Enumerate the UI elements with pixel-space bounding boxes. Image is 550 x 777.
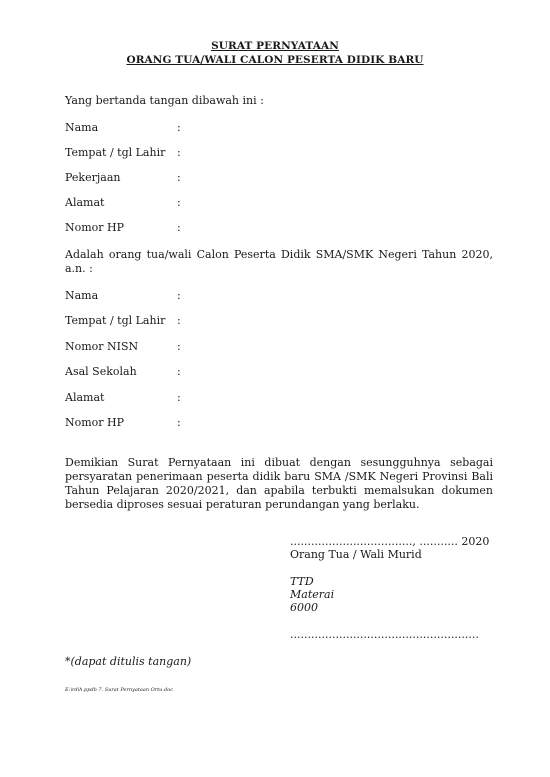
signature-ttd: TTD <box>290 575 314 588</box>
parent-birth-colon: : <box>177 146 181 159</box>
document-subtitle: ORANG TUA/WALI CALON PESERTA DIDIK BARU <box>126 54 424 66</box>
signature-name-line: ...................................................... <box>290 628 479 641</box>
parent-job-label: Pekerjaan <box>65 171 121 184</box>
signature-materai: Materai <box>290 588 335 601</box>
closing-paragraph: Demikian Surat Pernyataan ini dibuat dengan sesungguhnya sebagai persyaratan penerimaan peserta didik baru SMA /SMK Negeri Provinsi Bali Tahun Pelajaran 2020/2021, dan apabila terbukti memalsukan dokumen bersedia diproses sesuai peraturan perundangan yang berlaku. <box>65 456 493 511</box>
student-address-label: Alamat <box>65 391 105 404</box>
intro-text: Yang bertanda tangan dibawah ini : <box>65 94 264 107</box>
student-birth-colon: : <box>177 314 181 327</box>
signature-date-line: ..................................., ........... 2020 <box>290 535 490 548</box>
parent-phone-colon: : <box>177 221 181 234</box>
student-intro-paragraph: Adalah orang tua/wali Calon Peserta Didik SMA/SMK Negeri Tahun 2020, a.n. : <box>65 248 493 275</box>
document-title: SURAT PERNYATAAN <box>211 40 339 52</box>
student-name-label: Nama <box>65 289 99 302</box>
student-address-colon: : <box>177 391 181 404</box>
parent-address-label: Alamat <box>65 196 105 209</box>
student-name-colon: : <box>177 289 181 302</box>
handwritten-note: *(dapat ditulis tangan) <box>65 655 192 668</box>
signature-role: Orang Tua / Wali Murid <box>290 548 422 561</box>
parent-job-colon: : <box>177 171 181 184</box>
file-path-footer: E:\rdih.ppdb 7. Surat Pernyataan Ortu.doc <box>65 687 174 693</box>
parent-address-colon: : <box>177 196 181 209</box>
student-school-colon: : <box>177 365 181 378</box>
student-nisn-label: Nomor NISN <box>65 340 139 353</box>
parent-name-label: Nama <box>65 121 99 134</box>
parent-birth-label: Tempat / tgl Lahir <box>65 146 166 159</box>
student-nisn-colon: : <box>177 340 181 353</box>
signature-amount: 6000 <box>290 601 318 614</box>
student-phone-colon: : <box>177 416 181 429</box>
student-school-label: Asal Sekolah <box>65 365 137 378</box>
parent-name-colon: : <box>177 121 181 134</box>
student-phone-label: Nomor HP <box>65 416 125 429</box>
parent-phone-label: Nomor HP <box>65 221 125 234</box>
student-birth-label: Tempat / tgl Lahir <box>65 314 166 327</box>
